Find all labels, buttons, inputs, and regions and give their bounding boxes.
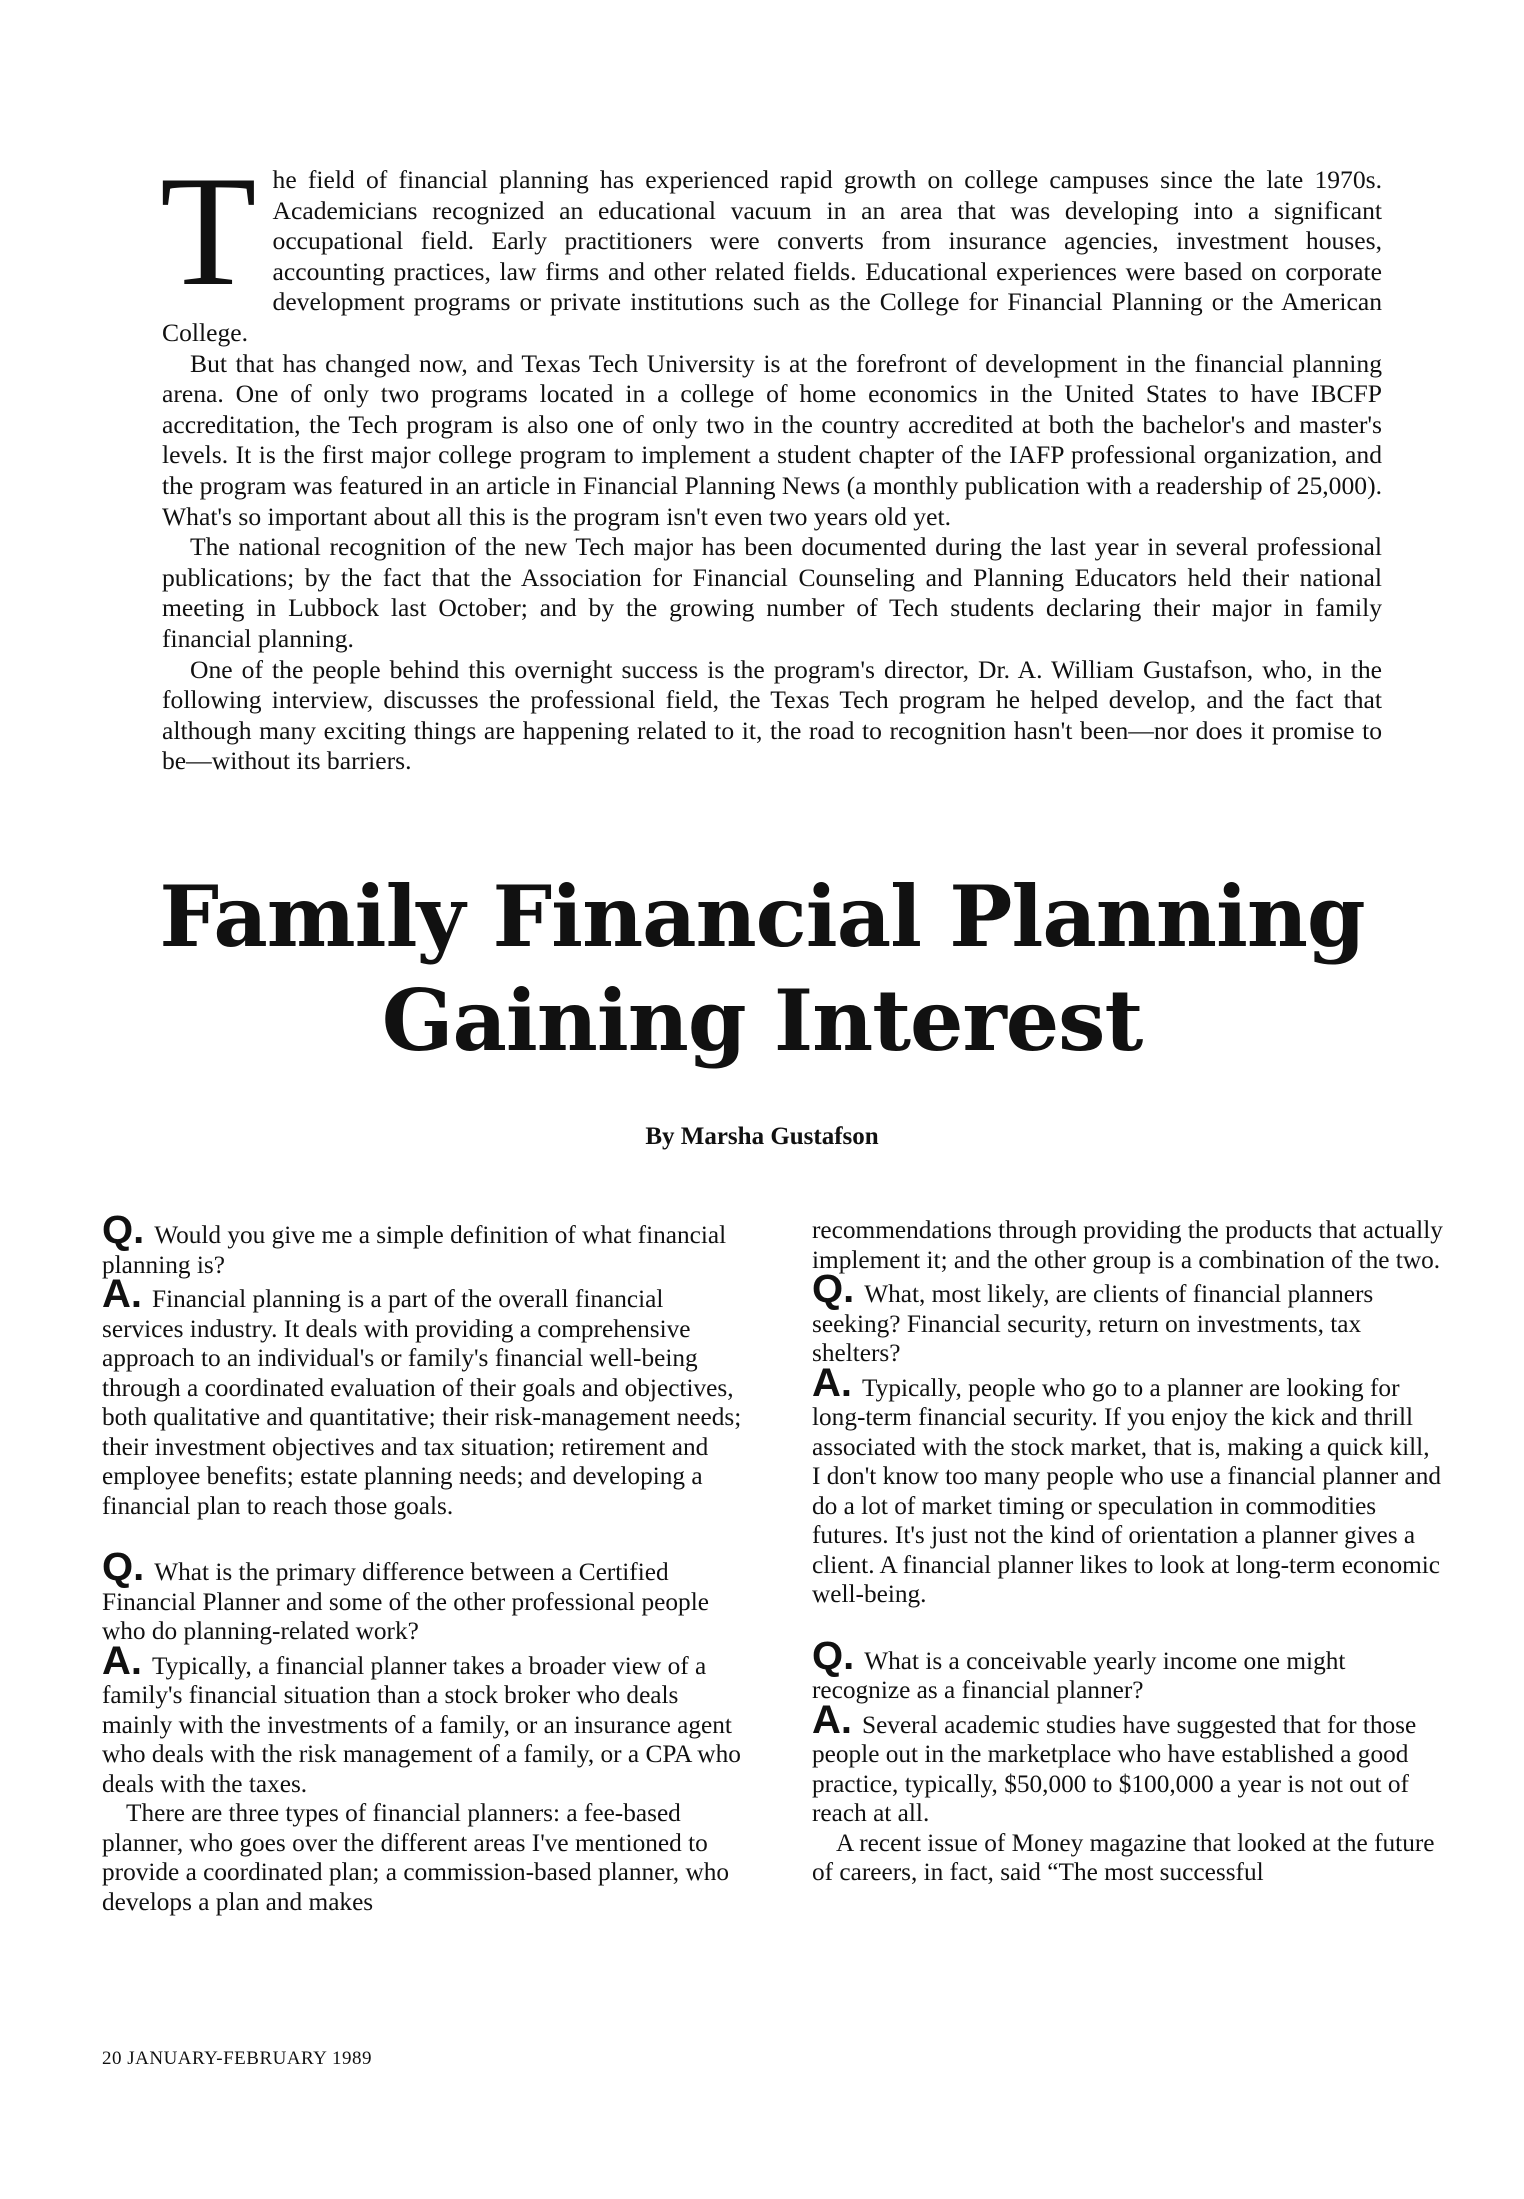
- answer-2-continued-right: recommendations through providing the products that actually implement it; and the other group is a combination of the two.: [812, 1216, 1443, 1274]
- intro-paragraph-4: One of the people behind this overnight success is the program's director, Dr. A. William Gustafson, who, in the following interview, discusses the professional field, the Texas Tech program he helped develop, and the fact that although many exciting things are happening related to it, the road to recognition hasn't been—nor does it promise to be—without its barriers.: [162, 654, 1382, 776]
- answer-marker: A.: [812, 1697, 852, 1742]
- intro-paragraph-1: [160, 144, 1382, 349]
- answer-4: A. Several academic studies have suggested that for those people out in the marketplace who have established a good practice, typically, $50,000 to $100,000 a year is not out of reach at all.: [812, 1697, 1417, 1827]
- intro-paragraph-2: But that has changed now, and Texas Tech University is at the forefront of development in the financial planning arena. One of only two programs located in a college of home economics in the United States to have IBCFP accreditation, the Tech program is also one of only two in the country accredited at both the bachelor's and master's levels. It is the first major college program to implement a student chapter of the IAFP professional organization, and the program was featured in an article in Financial Planning News (a monthly publication with a readership of 25,000). What's so important about all this is the program isn't even two years old yet.: [162, 348, 1382, 531]
- question-1: Q. Would you give me a simple definition of what financial planning is?: [102, 1208, 727, 1279]
- question-marker: Q.: [102, 1545, 145, 1589]
- page-footer: 20 JANUARY-FEBRUARY 1989: [102, 2048, 372, 2069]
- answer-2-continued: There are three types of financial planners: a fee-based planner, who goes over the different areas I've mentioned to provide a coordinated plan; a commission-based planner, who develops a plan and makes: [102, 1799, 730, 1916]
- drop-cap: T: [160, 144, 257, 319]
- intro-paragraph-1-text: he field of financial planning has experienced rapid growth on college campuses since the late 1970s. Academicians recognized an educational vacuum in an area that was developing into a significant occupational field. Early practitioners were converts from insurance agencies, investment houses, accounting practices, law firms and other related fields. Educational experiences were based on corporate development programs or private institutions such as the College for Financial Planning or the American College.: [162, 165, 1382, 347]
- question-2: Q. What is the primary difference between a Certified Financial Planner and some of the other professional people who do planning-related work?: [102, 1545, 709, 1645]
- headline-line-2: Gaining Interest: [381, 971, 1143, 1070]
- byline: By Marsha Gustafson: [645, 1123, 879, 1150]
- answer-marker: A.: [102, 1272, 142, 1316]
- answer-1: A. Financial planning is a part of the overall financial services industry. It deals with providing a comprehensive approach to an individual's or family's financial well-being through a coordinated evaluation of their goals and objectives, both qualitative and quantitative; their risk-management needs; their investment objectives and tax situation; retirement and employee benefits; estate planning needs; and developing a financial plan to reach those goals.: [102, 1272, 742, 1520]
- answer-marker: A.: [812, 1360, 852, 1405]
- intro-text: [160, 144, 1382, 777]
- question-marker: Q.: [812, 1633, 855, 1678]
- question-4: Q. What is a conceivable yearly income one might recognize as a financial planner?: [812, 1633, 1346, 1704]
- article-headline: [0, 865, 1524, 1073]
- right-column: [812, 1216, 1444, 1888]
- left-column: [102, 1208, 742, 1917]
- question-3: Q. What, most likely, are clients of financial planners seeking? Financial security, return on investments, tax shelters?: [812, 1267, 1374, 1367]
- answer-marker: A.: [102, 1638, 142, 1683]
- question-marker: Q.: [102, 1208, 145, 1252]
- question-marker: Q.: [812, 1267, 855, 1311]
- answer-3: A. Typically, people who go to a planner are looking for long-term financial security. If you enjoy the kick and thrill associated with the stock market, that is, making a quick kill, I don't know too many people who use a financial planner and do a lot of market timing or speculation in commodities futures. It's just not the kind of orientation a planner gives a client. A financial planner likes to look at long-term economic well-being.: [812, 1360, 1442, 1608]
- answer-4-continued: A recent issue of Money magazine that looked at the future of careers, in fact, said “The most successful: [812, 1828, 1435, 1886]
- headline-line-1: Family Financial Planning: [159, 867, 1365, 966]
- intro-paragraph-3: The national recognition of the new Tech major has been documented during the last year in several professional publications; by the fact that the Association for Financial Counseling and Planning Educators held their national meeting in Lubbock last October; and by the growing number of Tech students declaring their major in family financial planning.: [162, 532, 1382, 653]
- answer-2: A. Typically, a financial planner takes a broader view of a family's financial situation than a stock broker who deals mainly with the investments of a family, or an insurance agent who deals with the risk management of a family, or a CPA who deals with the taxes.: [102, 1638, 741, 1798]
